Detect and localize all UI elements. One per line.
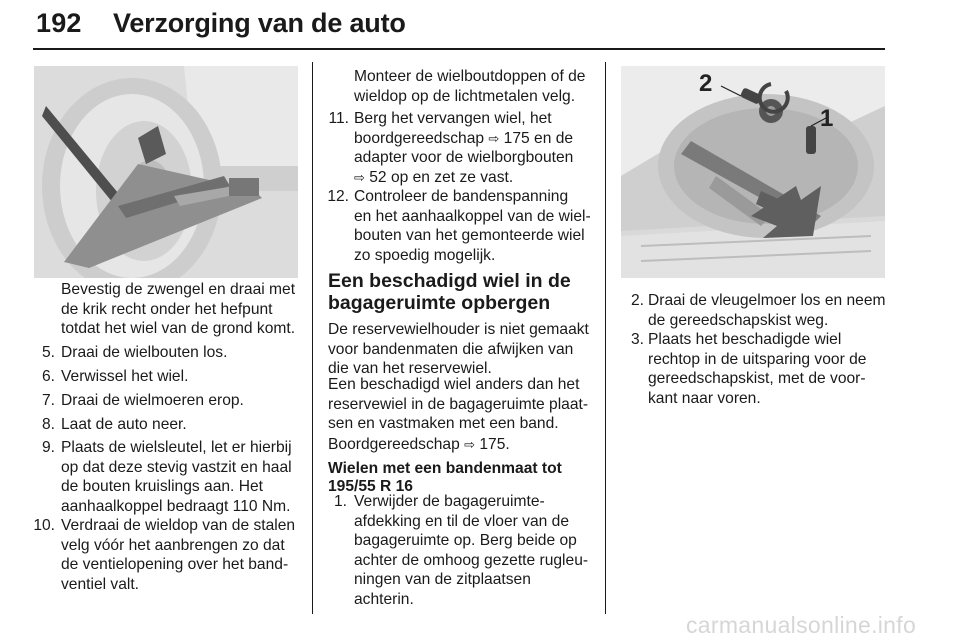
paragraph-3 [328, 435, 510, 455]
callout-label-2: 2 [699, 70, 713, 97]
list-text: Laat de auto neer. [61, 416, 187, 433]
callout-label-1: 1 [820, 105, 834, 132]
arrow-ref-icon[interactable]: ⇨ [464, 437, 476, 452]
text-line: velg vóór het aanbrengen zo dat [61, 536, 285, 554]
text-line: Plaats de wielsleutel, let er hierbij [61, 439, 292, 456]
list-text: Verwissel het wiel. [61, 368, 189, 385]
text-line: rechtop in de uitsparing voor de [648, 350, 867, 368]
list-number: 10. [33, 517, 55, 534]
header-rule [33, 48, 885, 50]
text-line: de gereedschapskist weg. [648, 311, 829, 329]
list-text: Draai de wielmoeren erop. [61, 392, 244, 409]
paragraph-2 [328, 375, 588, 434]
text-line [354, 168, 604, 188]
text-line: kant naar voren. [648, 389, 761, 407]
text-line: de krik recht onder het hefpunt [61, 300, 273, 318]
list-number: 8. [41, 416, 55, 433]
list-number: 7. [41, 392, 55, 409]
continued-paragraph [354, 67, 585, 106]
text-line: achterin. [354, 590, 414, 608]
text-segment: Boordgereedschap [328, 436, 460, 453]
text-line [354, 129, 604, 149]
text-line: Een beschadigd wiel anders dan het [328, 376, 580, 393]
text-line: afdekking en til de vloer van de [354, 512, 569, 530]
list-text: Draai de wielbouten los. [61, 344, 228, 361]
text-line: bouten van het gemonteerde wiel [354, 227, 585, 245]
paragraph-1 [328, 320, 589, 379]
text-line: Verwijder de bagageruimte- [354, 493, 545, 510]
text-line: Draai de vleugelmoer los en neem [648, 292, 886, 309]
section-heading [328, 270, 571, 314]
text-line: wieldop op de lichtmetalen velg. [354, 87, 576, 105]
text-line: sen en vastmaken met een band. [328, 415, 559, 433]
text-line: Verdraai de wieldop van de stalen [61, 517, 296, 534]
text-line: De reservewielhouder is niet gemaakt [328, 321, 589, 338]
text-line: Controleer de bandenspanning [354, 188, 569, 205]
text-line: Bevestig de zwengel en draai met [61, 281, 296, 298]
text-line: reservewiel in de bagageruimte plaat- [328, 395, 589, 413]
heading-line: 195/55 R 16 [328, 477, 413, 495]
text-line: Berg het vervangen wiel, het [354, 110, 552, 127]
heading-line: bagageruimte opbergen [328, 292, 551, 314]
text-line: die van het reservewiel. [328, 360, 492, 378]
text-line: voor bandenmaten die afwijken van [328, 340, 574, 358]
arrow-ref-icon[interactable]: ⇨ [488, 130, 500, 146]
text-line: ventiel valt. [61, 575, 140, 593]
column-divider-2 [605, 62, 606, 614]
list-number: 3. [630, 331, 644, 348]
subheading [328, 460, 562, 495]
text-line: bagageruimte op. Berg beide op [354, 532, 577, 550]
text-line: de ventielopening over het band- [61, 556, 289, 574]
list-number: 6. [41, 368, 55, 385]
list-number: 2. [630, 292, 644, 309]
list-number: 12. [327, 188, 349, 205]
list-number: 9. [41, 439, 55, 456]
text-segment: op en zet ze vast. [390, 168, 514, 186]
text-segment: en de [534, 129, 574, 147]
page-title: Verzorging van de auto [113, 8, 406, 38]
text-line: totdat het wiel van de grond komt. [61, 320, 296, 338]
page-reference[interactable]: 175 [503, 129, 530, 147]
text-line: zo spoedig mogelijk. [354, 246, 496, 264]
text-line: aanhaalkoppel bedraagt 110 Nm. [61, 497, 291, 515]
heading-line: Wielen met een bandenmaat tot [328, 460, 562, 477]
text-line: Plaats het beschadigde wiel [648, 331, 842, 348]
text-line: ningen van de zitplaatsen [354, 571, 531, 589]
text-line: op dat deze stevig vastzit en haal [61, 458, 292, 476]
text-line: en het aanhaalkoppel van de wiel- [354, 207, 591, 225]
text-line: adapter voor de wielborgbouten [354, 149, 574, 167]
list-number: 11. [328, 110, 349, 127]
page-number: 192 [36, 8, 82, 38]
arrow-ref-icon[interactable]: ⇨ [354, 169, 365, 185]
text-line: de bouten kruislings aan. Het [61, 478, 263, 496]
page-reference[interactable]: 52 [369, 168, 387, 186]
text-segment: boordgereedschap [354, 129, 485, 147]
page-reference[interactable]: 175. [479, 436, 510, 453]
watermark: carmanualsonline.info [686, 612, 917, 638]
text-line: achter de omhoog gezette rugleu- [354, 551, 589, 569]
list-number: 5. [41, 344, 55, 361]
intro-paragraph [61, 280, 295, 339]
list-number: 1. [333, 493, 347, 510]
column-divider-1 [312, 62, 313, 614]
jack-illustration [34, 66, 298, 278]
heading-line: Een beschadigd wiel in de [328, 270, 571, 292]
text-line: Monteer de wielboutdoppen of de [354, 68, 586, 85]
trunk-illustration [621, 66, 885, 278]
text-line: gereedschapskist, met de voor- [648, 370, 866, 388]
